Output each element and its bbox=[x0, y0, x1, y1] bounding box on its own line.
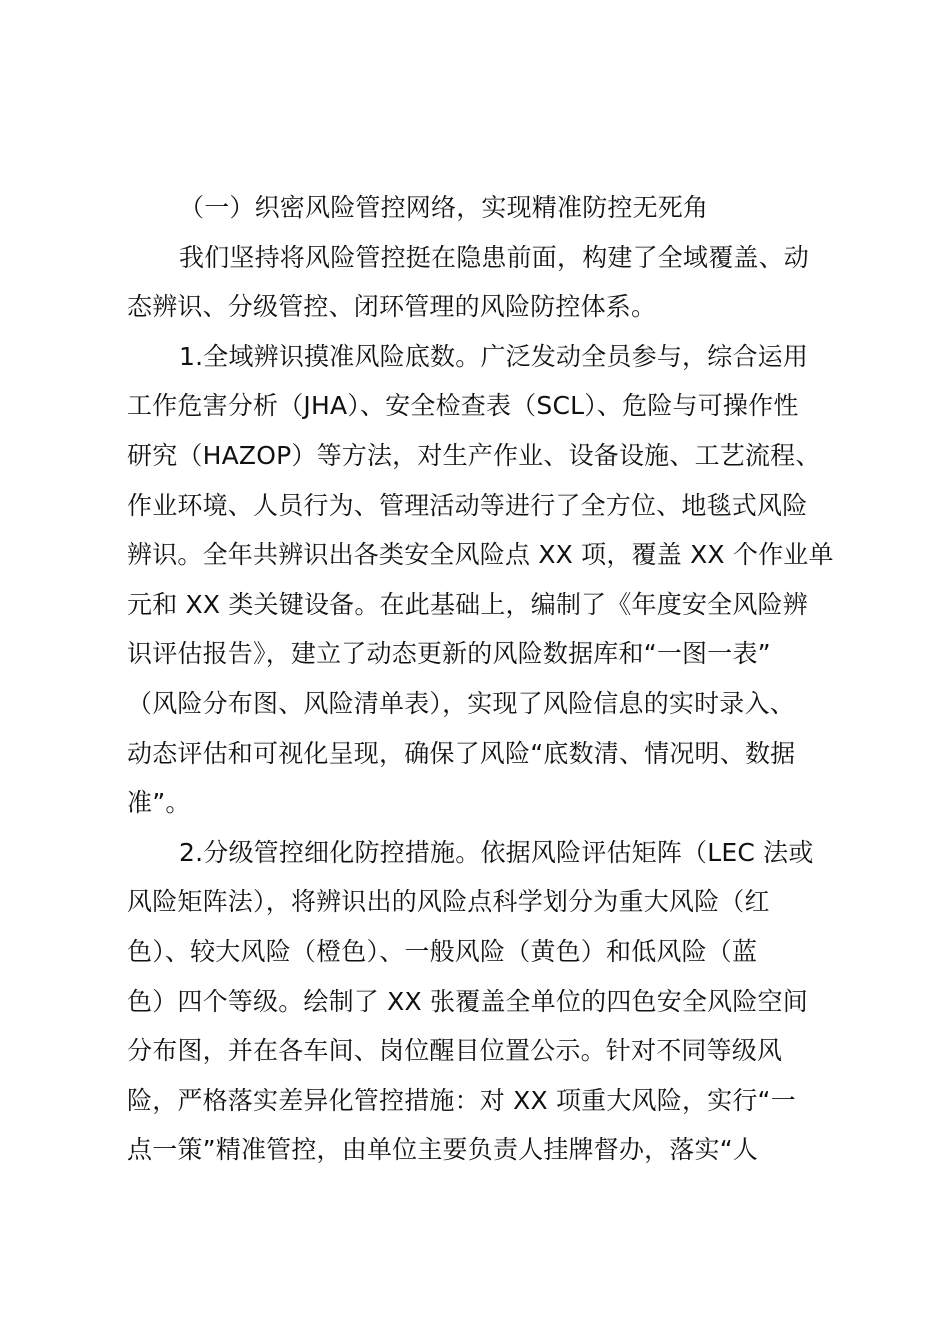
paragraph-line: 1.全域辨识摸准风险底数。广泛发动全员参与，综合运用 bbox=[179, 341, 809, 371]
paragraph-line: 工作危害分析（JHA）、安全检查表（SCL）、危险与可操作性 bbox=[127, 391, 799, 421]
paragraph-line: 作业环境、人员行为、管理活动等进行了全方位、地毯式风险 bbox=[127, 490, 808, 520]
paragraph-line: 态辨识、分级管控、闭环管理的风险防控体系。 bbox=[127, 292, 657, 322]
paragraph-line: 辨识。全年共辨识出各类安全风险点 XX 项，覆盖 XX 个作业单 bbox=[127, 540, 834, 570]
paragraph-item-1 bbox=[127, 332, 832, 828]
paragraph-line: 元和 XX 类关键设备。在此基础上，编制了《年度安全风险辨 bbox=[127, 589, 808, 619]
paragraph-intro bbox=[127, 233, 832, 332]
paragraph-line: 色）四个等级。绘制了 XX 张覆盖全单位的四色安全风险空间 bbox=[127, 986, 808, 1016]
paragraph-line: 2.分级管控细化防控措施。依据风险评估矩阵（LEC 法或 bbox=[179, 837, 814, 867]
paragraph-line: 研究（HAZOP）等方法，对生产作业、设备设施、工艺流程、 bbox=[127, 440, 821, 470]
paragraph-line: （风险分布图、风险清单表），实现了风险信息的实时录入、 bbox=[127, 688, 795, 718]
paragraph-item-2 bbox=[127, 828, 832, 1175]
paragraph-line: 动态评估和可视化呈现，确保了风险“底数清、情况明、数据 bbox=[127, 738, 796, 768]
paragraph-line: 分布图，并在各车间、岗位醒目位置公示。针对不同等级风 bbox=[127, 1036, 783, 1066]
section-heading: （一）织密风险管控网络，实现精准防控无死角 bbox=[179, 193, 709, 222]
document-body bbox=[127, 183, 832, 1175]
paragraph-line: 点一策”精准管控，由单位主要负责人挂牌督办，落实“人 bbox=[127, 1135, 759, 1165]
paragraph-line: 我们坚持将风险管控挺在隐患前面，构建了全域覆盖、动 bbox=[179, 242, 810, 272]
paragraph-line: 色）、较大风险（橙色）、一般风险（黄色）和低风险（蓝 bbox=[127, 936, 758, 966]
paragraph-line: 识评估报告》，建立了动态更新的风险数据库和“一图一表” bbox=[127, 639, 771, 669]
paragraph-line: 风险矩阵法），将辨识出的风险点科学划分为重大风险（红 bbox=[127, 887, 770, 917]
paragraph-line: 准”。 bbox=[127, 788, 191, 818]
paragraph-line: 险，严格落实差异化管控措施：对 XX 项重大风险，实行“一 bbox=[127, 1085, 796, 1115]
